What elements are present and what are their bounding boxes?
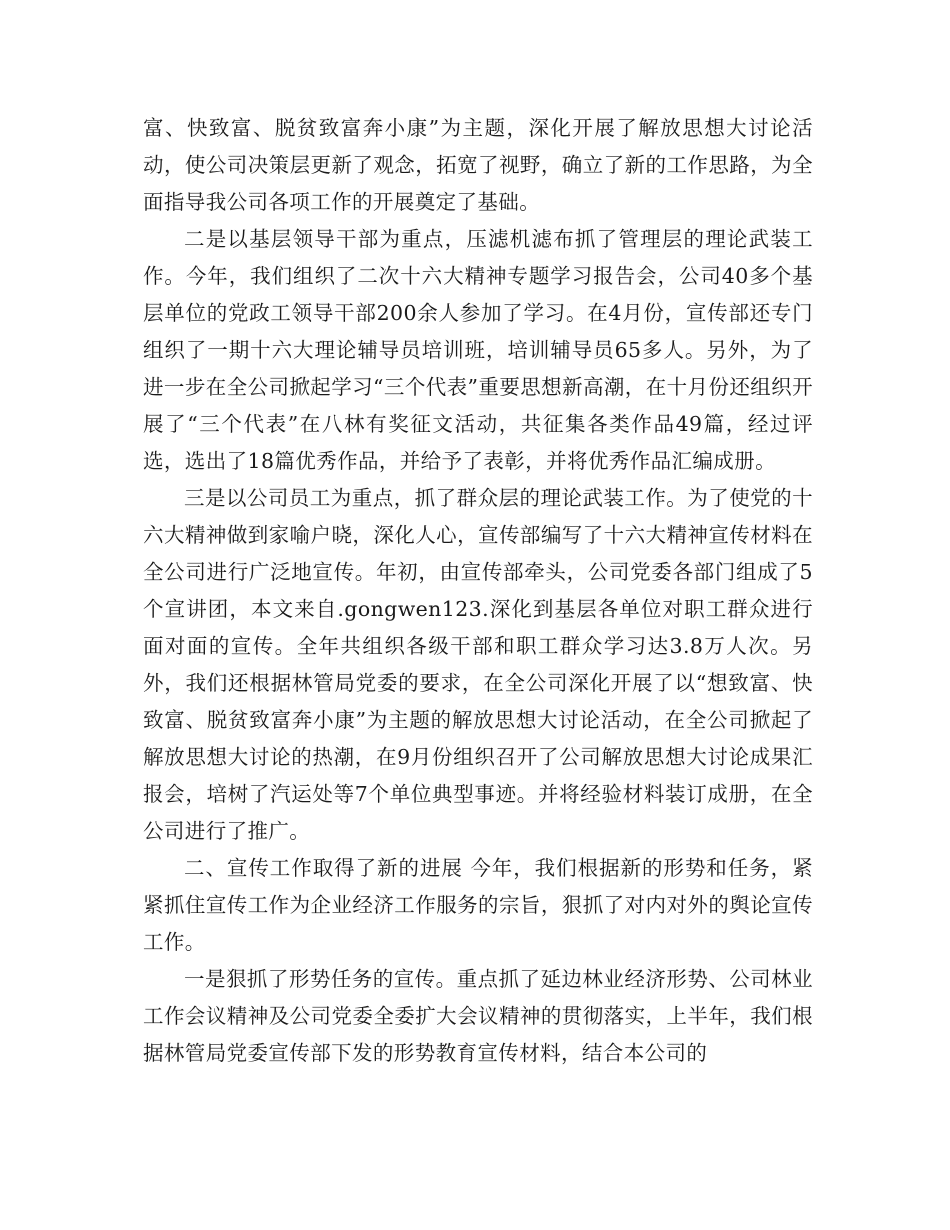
paragraph-2: 二是以基层领导干部为重点，压滤机滤布抓了管理层的理论武装工作。今年，我们组织了二次十六大精神专题学习报告会，公司40多个基层单位的党政工领导干部200余人参加了学习。在4月份，宣传部还专门组织了一期十六大理论辅导员培训班，培训辅导员65多人。另外，为了进一步在全公司掀起学习“三个代表”重要思想新高潮，在十月份还组织开展了“三个代表”在八林有奖征文活动，共征集各类作品49篇，经过评选，选出了18篇优秀作品，并给予了表彰，并将优秀作品汇编成册。 <box>143 227 813 473</box>
paragraph-4: 二、宣传工作取得了新的进展 今年，我们根据新的形势和任务，紧紧抓住宣传工作为企业经济工作服务的宗旨，狠抓了对内对外的舆论宣传工作。 <box>143 856 813 954</box>
paragraph-5: 一是狠抓了形势任务的宣传。重点抓了延边林业经济形势、公司林业工作会议精神及公司党委全委扩大会议精神的贯彻落实，上半年，我们根据林管局党委宣传部下发的形势教育宣传材料，结合本公司的 <box>143 967 813 1065</box>
document-body <box>143 110 813 1072</box>
paragraph-3: 三是以公司员工为重点，抓了群众层的理论武装工作。为了使党的十六大精神做到家喻户晓，深化人心，宣传部编写了十六大精神宣传材料在全公司进行广泛地宣传。年初，由宣传部牵头，公司党委各部门组成了5个宣讲团，本文来自.gongwen123.深化到基层各单位对职工群众进行面对面的宣传。全年共组织各级干部和职工群众学习达3.8万人次。另外，我们还根据林管局党委的要求，在全公司深化开展了以“想致富、快致富、脱贫致富奔小康”为主题的解放思想大讨论活动，在全公司掀起了解放思想大讨论的热潮，在9月份组织召开了公司解放思想大讨论成果汇报会，培树了汽运处等7个单位典型事迹。并将经验材料装订成册，在全公司进行了推广。 <box>143 486 813 843</box>
paragraph-1: 富、快致富、脱贫致富奔小康”为主题，深化开展了解放思想大讨论活动，使公司决策层更新了观念，拓宽了视野，确立了新的工作思路，为全面指导我公司各项工作的开展奠定了基础。 <box>143 116 813 214</box>
